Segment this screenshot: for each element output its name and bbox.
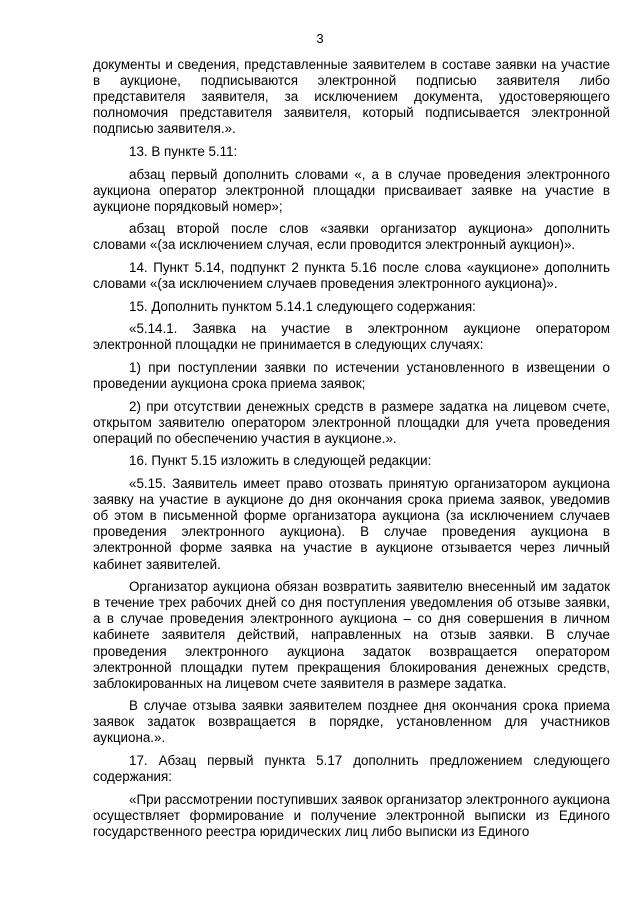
paragraph: 1) при поступлении заявки по истечении установленного в извещении о проведении аукциона срока приема заявок; — [93, 360, 610, 392]
paragraph: «5.15. Заявитель имеет право отозвать принятую организатором аукциона заявку на участие в аукционе до дня окончания срока приема заявок, уведомив об этом в письменной форме организатора аукциона (за исключением случаев проведения электронного аукциона). В случае проведения аукциона в электронной форме заявка на участие в аукционе отзывается через личный кабинет заявителей. — [93, 476, 610, 572]
paragraph: 15. Дополнить пунктом 5.14.1 следующего содержания: — [129, 298, 476, 314]
paragraph: документы и сведения, представленные заявителем в составе заявки на участие в аукционе, подписываются электронной подписью заявителя либо представителя заявителя, за исключением документа, удостоверяющего полномочия представителя заявителя, который подписывается электронной подписью заявителя.». — [93, 57, 610, 137]
paragraph: 17. Абзац первый пункта 5.17 дополнить предложением следующего содержания: — [93, 753, 610, 785]
paragraph: «При рассмотрении поступивших заявок организатор электронного аукциона осуществляет формирование и получение электронной выписки из Единого государственного реестра юридических лиц либо выписки из Единого — [93, 791, 610, 839]
paragraph: «5.14.1. Заявка на участие в электронном аукционе оператором электронной площадки не принимается в следующих случаях: — [93, 321, 610, 353]
paragraph: абзац второй после слов «заявки организатор аукциона» дополнить словами «(за исключением случая, если проводится электронный аукцион)». — [93, 221, 610, 253]
paragraph: 14. Пункт 5.14, подпункт 2 пункта 5.16 после слова «аукционе» дополнить словами «(за исключением случаев проведения электронного аукциона)». — [93, 260, 610, 292]
paragraph: абзац первый дополнить словами «, а в случае проведения электронного аукциона оператор электронной площадки присваивает заявке на участие в аукционе порядковый номер»; — [93, 166, 610, 214]
paragraph: 13. В пункте 5.11: — [129, 143, 238, 159]
paragraph: В случае отзыва заявки заявителем позднее дня окончания срока приема заявок задаток возвращается в порядке, установленном для участников аукциона.». — [93, 698, 610, 746]
paragraph: 16. Пункт 5.15 изложить в следующей редакции: — [129, 453, 432, 469]
paragraph: Организатор аукциона обязан возвратить заявителю внесенный им задаток в течение трех рабочих дней со дня поступления уведомления об отзыве заявки, а в случае проведения электронного аукциона – со дня совершения в личном кабинете заявителя действий, направленных на отзыв заявки. В случае проведения электронного аукциона задаток возвращается оператором электронной площадки путем прекращения блокирования денежных средств, заблокированных на лицевом счете заявителя в размере задатка. — [93, 579, 610, 691]
paragraph: 2) при отсутствии денежных средств в размере задатка на лицевом счете, открытом заявителю оператором электронной площадки для учета проведения операций по обеспечению участия в аукционе.». — [93, 398, 610, 446]
document-body — [93, 57, 610, 847]
page-number: 3 — [316, 31, 324, 46]
